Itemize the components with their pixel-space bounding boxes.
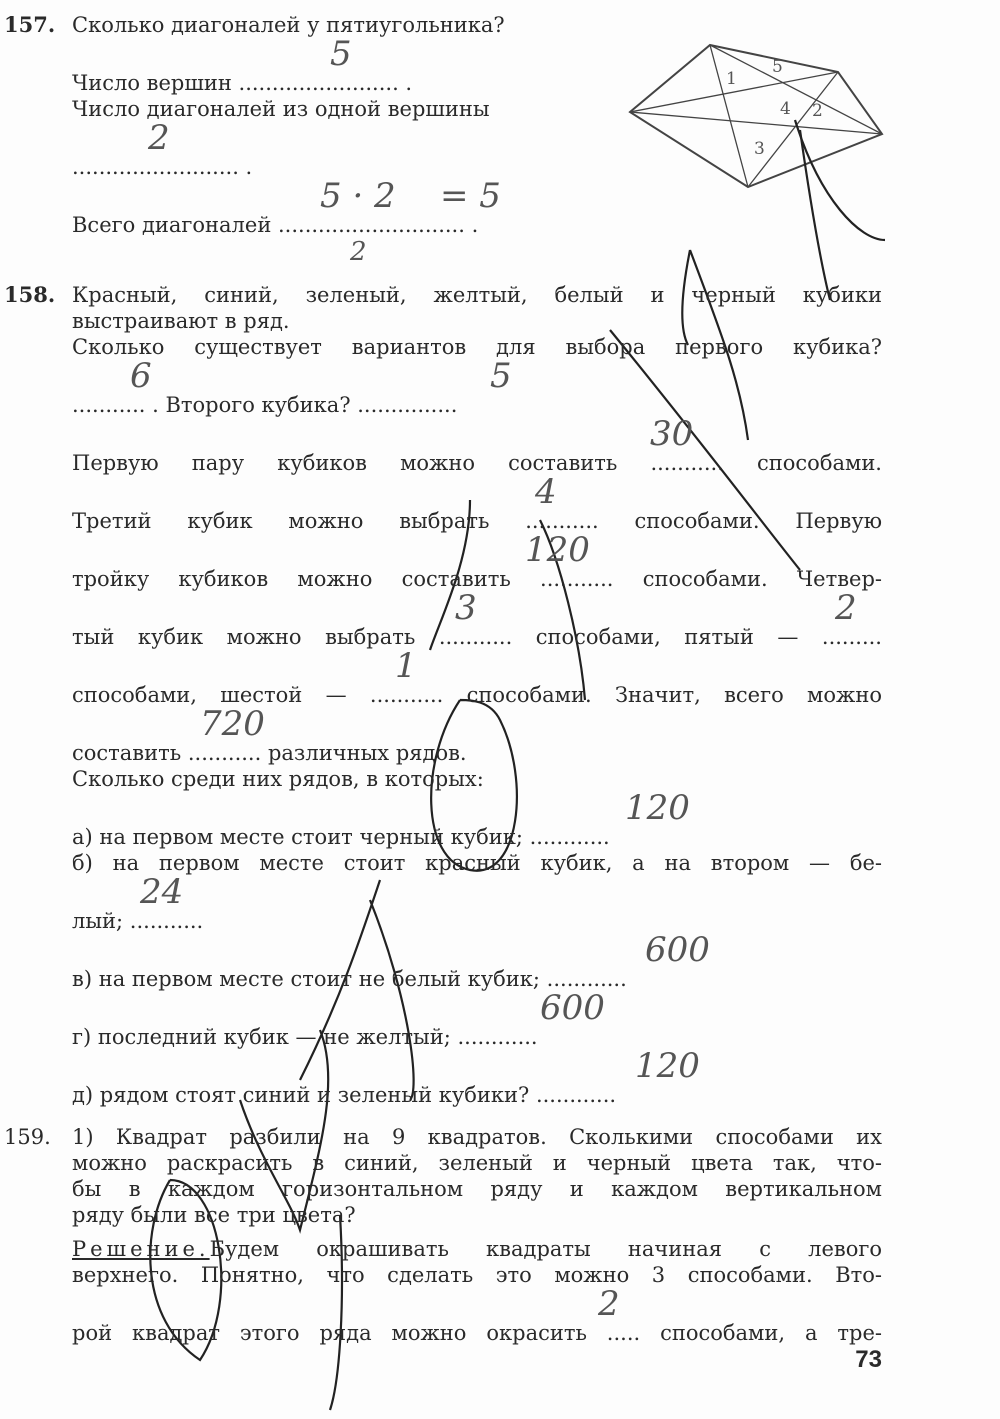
- answer-b: 24: [140, 872, 184, 912]
- figure-label: 1: [726, 69, 737, 89]
- text-line: лый; ...........: [72, 909, 204, 933]
- answer-pair: 30: [650, 414, 694, 454]
- text-line: рой квадрат этого ряда можно окрасить ..... способами, а тре-: [72, 1321, 882, 1345]
- answer-fourth: 3: [455, 588, 477, 628]
- answer-second: 5: [490, 356, 512, 396]
- solution-line: [72, 1236, 882, 1262]
- text-line: Третий кубик можно выбрать ........... способами. Первую: [72, 509, 882, 533]
- text-line: Красный, синий, зеленый, желтый, белый и черный кубики: [72, 283, 882, 307]
- total-diagonals-line: Всего диагоналей ............................ .: [72, 213, 479, 237]
- answer-d: 120: [635, 1046, 700, 1086]
- solution-label: Решение.: [72, 1237, 210, 1261]
- text-line: ряду были все три цвета?: [72, 1203, 356, 1227]
- answer-v: 600: [645, 930, 710, 970]
- figure-label: 2: [812, 101, 823, 121]
- text-line: бы в каждом горизонтальном ряду и каждом вертикальном: [72, 1177, 882, 1201]
- text-line: Сколько существует вариантов для выбора первого кубика?: [72, 335, 882, 359]
- text-line: г) последний кубик — не желтый; ............: [72, 1025, 538, 1049]
- vertices-line: Число вершин ........................ .: [72, 71, 413, 95]
- problem-number-159: 159.: [4, 1125, 51, 1149]
- problem-157-question: Сколько диагоналей у пятиугольника?: [72, 13, 505, 37]
- answer-g: 600: [540, 988, 605, 1028]
- text-line: д) рядом стоят синий и зеленый кубики? ............: [72, 1083, 617, 1107]
- text-line: а) на первом месте стоит черный кубик; ............: [72, 825, 610, 849]
- answer-second-square: 2: [598, 1284, 620, 1324]
- text-line: тройку кубиков можно составить ........... способами. Четвер-: [72, 567, 882, 591]
- page-content: [0, 12, 1000, 1374]
- text-line: верхнего. Понятно, что сделать это можно 3 способами. Вто-: [72, 1263, 882, 1287]
- page-number: 73: [855, 1346, 882, 1373]
- problem-number-157: 157.: [4, 12, 56, 37]
- text-line: 1) Квадрат разбили на 9 квадратов. Сколькими способами их: [72, 1125, 882, 1149]
- answer-a: 120: [625, 788, 690, 828]
- answer-total: 720: [200, 704, 265, 744]
- text-line: Сколько среди них рядов, в которых:: [72, 767, 484, 791]
- per-vertex-blank: ......................... .: [72, 155, 253, 179]
- answer-first: 6: [130, 356, 152, 396]
- text-line: способами, шестой — ........... способами. Значит, всего можно: [72, 683, 882, 707]
- answer-total: = 5: [440, 176, 501, 216]
- text-line: можно раскрасить в синий, зеленый и черный цвета так, что-: [72, 1151, 882, 1175]
- answer-triple: 120: [525, 530, 590, 570]
- figure-label: 4: [780, 99, 791, 119]
- answer-sixth: 1: [395, 646, 417, 686]
- text-line: Будем окрашивать квадраты начиная с левого: [209, 1237, 882, 1261]
- text-line: составить ........... различных рядов.: [72, 741, 467, 765]
- answer-total-denominator: 2: [350, 237, 367, 267]
- answer-total-numerator: 5 · 2: [320, 176, 396, 216]
- text-line: б) на первом месте стоит красный кубик, а на втором — бе-: [72, 851, 882, 875]
- figure-label: 3: [754, 139, 765, 159]
- answer-vertices: 5: [330, 34, 352, 74]
- problem-number-158: 158.: [4, 282, 56, 307]
- text-line: выстраивают в ряд.: [72, 309, 290, 333]
- per-vertex-line: Число диагоналей из одной вершины: [72, 97, 490, 121]
- figure-label: 5: [772, 57, 783, 77]
- answer-third: 4: [535, 472, 557, 512]
- answer-fifth: 2: [835, 588, 857, 628]
- answer-per-vertex: 2: [148, 118, 170, 158]
- text-line: в) на первом месте стоит не белый кубик; ............: [72, 967, 627, 991]
- text-line: ........... . Второго кубика? ...............: [72, 393, 458, 417]
- text-line: Первую пару кубиков можно составить ........... способами.: [72, 451, 882, 475]
- text-line: тый кубик можно выбрать ........... способами, пятый — .........: [72, 625, 882, 649]
